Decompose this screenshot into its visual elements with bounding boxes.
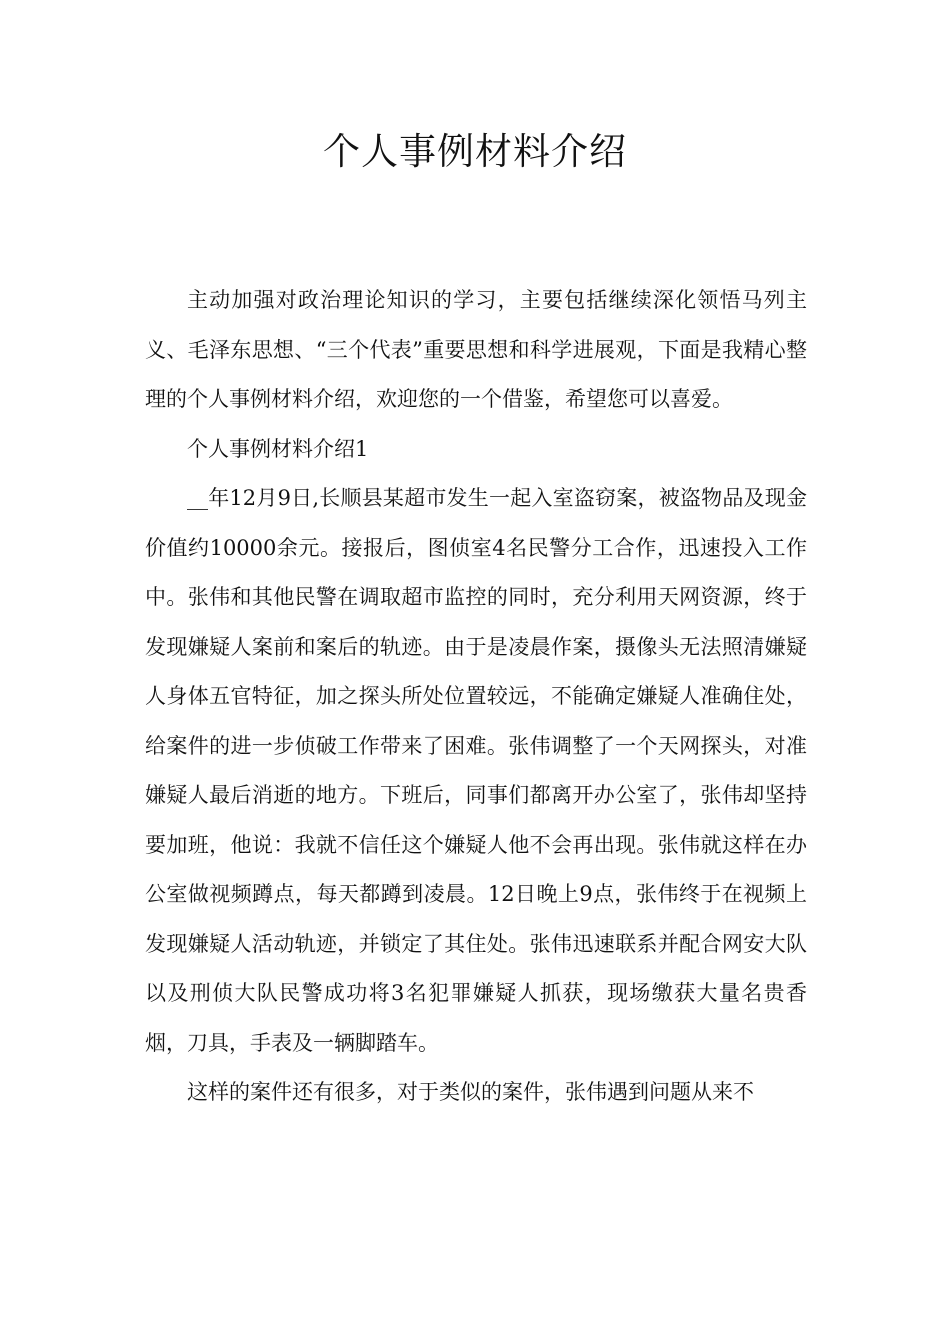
closing-paragraph: 这样的案件还有很多，对于类似的案件，张伟遇到问题从来不	[187, 1080, 754, 1104]
section-heading: 个人事例材料介绍1	[187, 436, 369, 461]
document-title: 个人事例材料介绍	[323, 130, 627, 173]
document-body	[145, 276, 807, 1118]
case-paragraph: __年12月9日,长顺县某超市发生一起入室盗窃案，被盗物品及现金价值约10000余元。接报后，图侦室4名民警分工合作，迅速投入工作中。张伟和其他民警在调取超市监控的同时，充分利用天网资源，终于发现嫌疑人案前和案后的轨迹。由于是凌晨作案，摄像头无法照清嫌疑人身体五官特征，加之探头所处位置较远，不能确定嫌疑人准确住处，给案件的进一步侦破工作带来了困难。张伟调整了一个天网探头，对准嫌疑人最后消逝的地方。下班后，同事们都离开办公室了，张伟却坚持要加班，他说：我就不信任这个嫌疑人他不会再出现。张伟就这样在办公室做视频蹲点，每天都蹲到凌晨。12日晚上9点，张伟终于在视频上发现嫌疑人活动轨迹，并锁定了其住处。张伟迅速联系并配合网安大队以及刑侦大队民警成功将3名犯罪嫌疑人抓获，现场缴获大量名贵香烟，刀具，手表及一辆脚踏车。	[145, 486, 807, 1055]
intro-paragraph: 主动加强对政治理论知识的学习，主要包括继续深化领悟马列主义、毛泽东思想、“三个代表”重要思想和科学进展观，下面是我精心整理的个人事例材料介绍，欢迎您的一个借鉴，希望您可以喜爱。	[145, 288, 807, 411]
